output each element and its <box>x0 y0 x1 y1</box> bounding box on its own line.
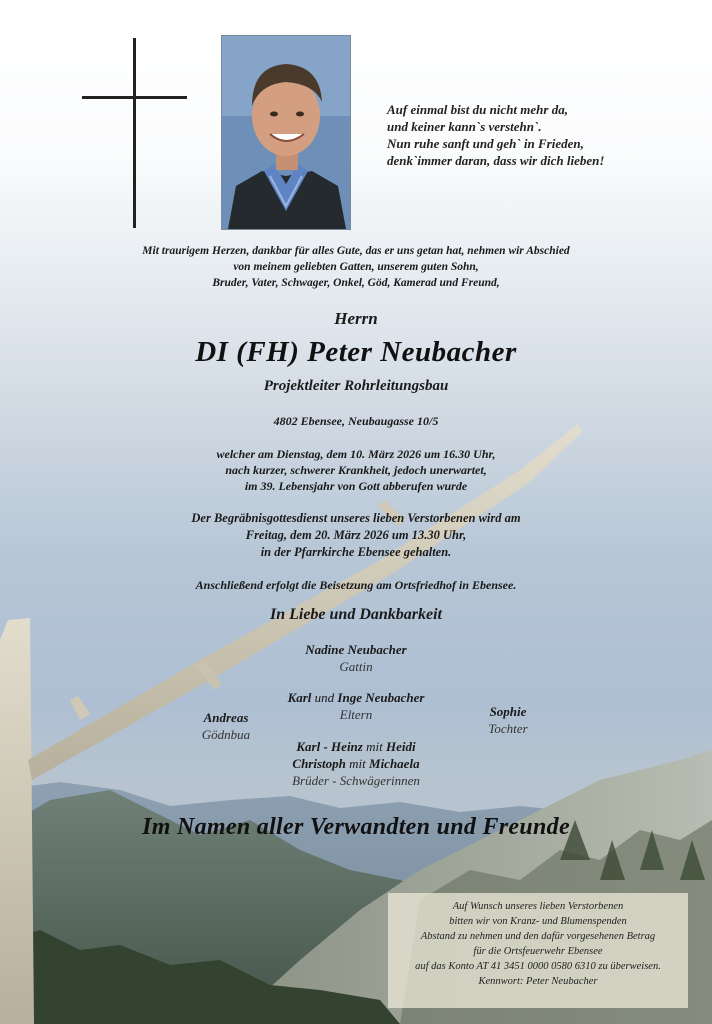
poem-line: Auf einmal bist du nicht mehr da, <box>387 102 568 117</box>
donation-line: bitten wir von Kranz- und Blumenspenden <box>449 916 627 927</box>
donation-notice-box <box>388 893 688 1008</box>
mourner-relation: Tochter <box>488 721 528 736</box>
mourner-relation: Brüder - Schwägerinnen <box>292 773 420 788</box>
portrait-photo <box>221 35 351 230</box>
death-notice <box>0 446 712 494</box>
mourner-name: Karl <box>287 690 312 705</box>
poem-line: denk`immer daran, dass wir dich lieben! <box>387 153 605 168</box>
intro-line: Mit traurigem Herzen, dankbar für alles Gute, das er uns getan hat, nehmen wir Abschied <box>142 245 570 257</box>
portrait-image <box>222 36 350 229</box>
death-line: welcher am Dienstag, dem 10. März 2026 um 16.30 Uhr, <box>216 447 496 461</box>
mourner-wife <box>256 641 456 675</box>
mourner-relation: Gattin <box>339 659 373 674</box>
donation-line: auf das Konto AT 41 3451 0000 0580 6310 zu überweisen. <box>415 961 661 972</box>
death-line: im 39. Lebensjahr von Gott abberufen wurde <box>244 479 468 493</box>
family-closing: Im Namen aller Verwandten und Freunde <box>142 814 570 840</box>
mourner-daughter <box>458 703 558 737</box>
mourner-siblings <box>236 738 476 789</box>
salutation: Herrn <box>334 309 378 328</box>
poem <box>387 101 697 169</box>
poem-line: und keiner kann`s verstehn`. <box>387 119 542 134</box>
mourner-name: Michaela <box>369 756 420 771</box>
name-joiner: mit <box>349 756 366 771</box>
mourner-name: Sophie <box>489 704 527 719</box>
name-joiner: und <box>314 690 335 705</box>
mourner-relation: Eltern <box>339 707 373 722</box>
mourner-name: Nadine Neubacher <box>305 642 407 657</box>
funeral-line: Freitag, dem 20. März 2026 um 13.30 Uhr, <box>245 528 467 542</box>
donation-line: für die Ortsfeuerwehr Ebensee <box>473 946 603 957</box>
intro-line: Bruder, Vater, Schwager, Onkel, Göd, Kamerad und Freund, <box>212 277 500 289</box>
cross-symbol-horizontal <box>82 96 187 99</box>
funeral-line: Der Begräbnisgottesdienst unseres lieben Verstorbenen wird am <box>191 511 521 525</box>
mourner-name: Inge Neubacher <box>337 690 425 705</box>
death-line: nach kurzer, schwerer Krankheit, jedoch unerwartet, <box>225 463 487 477</box>
burial-notice: Anschließend erfolgt die Beisetzung am Ortsfriedhof in Ebensee. <box>195 578 517 592</box>
funeral-line: in der Pfarrkirche Ebensee gehalten. <box>260 545 452 559</box>
poem-line: Nun ruhe sanft und geh` in Frieden, <box>387 136 584 151</box>
intro-text <box>0 243 712 291</box>
mourner-name: Andreas <box>203 710 249 725</box>
mourner-name: Karl - Heinz <box>296 739 363 754</box>
funeral-notice <box>0 510 712 561</box>
closing-heading: In Liebe und Dankbarkeit <box>269 606 442 623</box>
mourner-name: Heidi <box>385 739 416 754</box>
cross-symbol-vertical <box>133 38 136 228</box>
donation-line: Kennwort: Peter Neubacher <box>478 976 598 987</box>
deceased-name: DI (FH) Peter Neubacher <box>195 336 517 368</box>
mourner-relation: Gödnbua <box>201 727 251 742</box>
intro-line: von meinem geliebten Gatten, unserem guten Sohn, <box>233 261 479 273</box>
donation-line: Auf Wunsch unseres lieben Verstorbenen <box>452 901 624 912</box>
donation-line: Abstand zu nehmen und den dafür vorgesehenen Betrag <box>420 931 656 942</box>
name-joiner: mit <box>366 739 383 754</box>
mourner-name: Christoph <box>292 756 346 771</box>
occupation: Projektleiter Rohrleitungsbau <box>263 378 449 394</box>
address: 4802 Ebensee, Neubaugasse 10/5 <box>273 414 439 428</box>
